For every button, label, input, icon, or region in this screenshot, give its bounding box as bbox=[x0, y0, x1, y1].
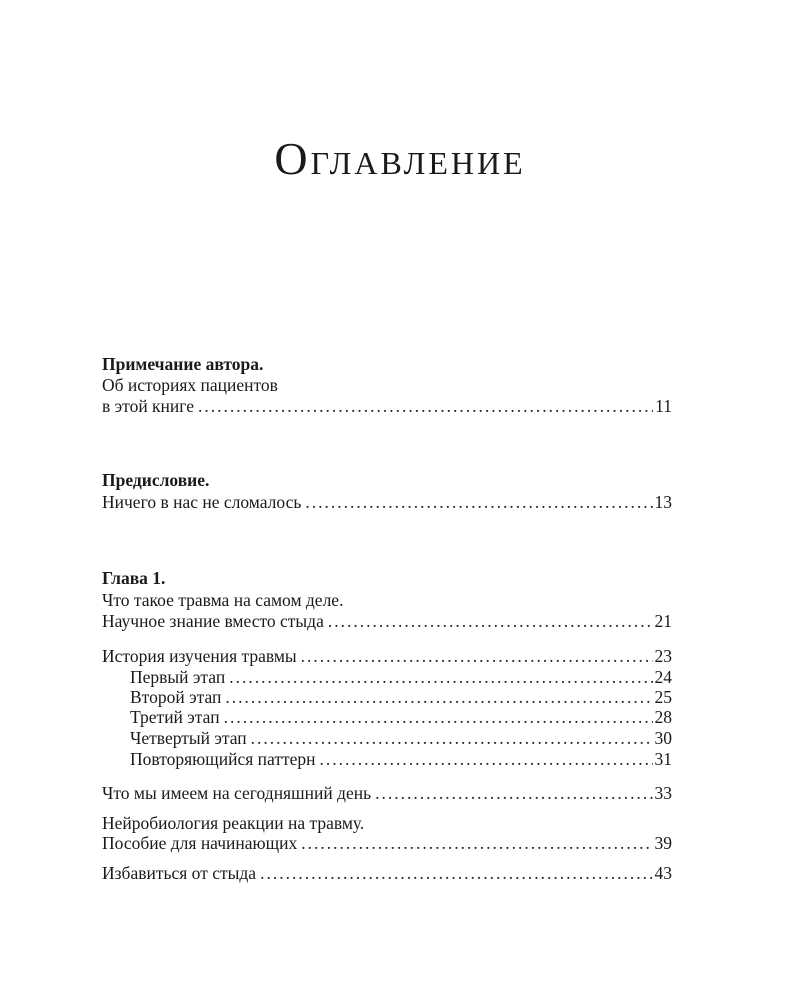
toc-entry-preface[interactable] bbox=[102, 492, 672, 513]
toc-entry-title: Что мы имеем на сегодняшний день bbox=[102, 783, 372, 803]
toc-entry[interactable] bbox=[102, 783, 672, 804]
toc-entry-page: 24 bbox=[654, 667, 672, 687]
toc-entry-page: 28 bbox=[654, 707, 672, 727]
toc-entry-title: Повторяющийся паттерн bbox=[130, 749, 316, 769]
toc-entry-page: 30 bbox=[654, 728, 672, 748]
section-heading-preface: Предисловие. bbox=[102, 470, 210, 490]
section-heading-chapter-1: Глава 1. bbox=[102, 568, 166, 588]
toc-entry-page: 21 bbox=[654, 611, 672, 631]
dot-leader bbox=[260, 863, 652, 884]
dot-leader bbox=[328, 611, 653, 632]
toc-line-author-note: Об историях пациентов bbox=[102, 375, 278, 395]
toc-entry-page: 31 bbox=[654, 749, 672, 769]
toc-entry-title: Научное знание вместо стыда bbox=[102, 611, 324, 631]
toc-entry-page: 33 bbox=[654, 783, 672, 803]
dot-leader bbox=[225, 687, 652, 708]
toc-entry-title: Избавиться от стыда bbox=[102, 863, 257, 883]
toc-entry-page: 43 bbox=[654, 863, 672, 883]
toc-entry-title: Ничего в нас не сломалось bbox=[102, 492, 302, 512]
dot-leader bbox=[305, 492, 652, 513]
dot-leader bbox=[301, 646, 653, 667]
toc-entry[interactable] bbox=[102, 833, 672, 854]
toc-entry-page: 13 bbox=[654, 492, 672, 512]
dot-leader bbox=[301, 833, 652, 854]
toc-subentry[interactable] bbox=[130, 667, 672, 688]
toc-entry[interactable] bbox=[102, 611, 672, 632]
toc-entry[interactable] bbox=[102, 646, 672, 667]
toc-subentry[interactable] bbox=[130, 749, 672, 770]
dot-leader bbox=[224, 707, 653, 728]
section-heading-author-note: Примечание автора. bbox=[102, 354, 264, 374]
toc-entry-title: Второй этап bbox=[130, 687, 222, 707]
dot-leader bbox=[375, 783, 652, 804]
toc-line-chapter-1: Что такое травма на самом деле. bbox=[102, 590, 344, 610]
toc-entry[interactable] bbox=[102, 863, 672, 884]
page-title: Оглавление bbox=[274, 133, 526, 184]
toc-entry-title: в этой книге bbox=[102, 396, 195, 416]
toc-entry-page: 11 bbox=[655, 396, 672, 416]
toc-subentry[interactable] bbox=[130, 728, 672, 749]
dot-leader bbox=[198, 396, 653, 417]
dot-leader bbox=[229, 667, 652, 688]
toc-entry-title: История изучения травмы bbox=[102, 646, 297, 666]
toc-entry-page: 39 bbox=[654, 833, 672, 853]
toc-entry-title: Четвертый этап bbox=[130, 728, 247, 748]
toc-line-neurobiology: Нейробиология реакции на травму. bbox=[102, 813, 365, 833]
toc-entry-title: Пособие для начинающих bbox=[102, 833, 298, 853]
toc-entry-title: Первый этап bbox=[130, 667, 226, 687]
toc-entry-title: Третий этап bbox=[130, 707, 220, 727]
dot-leader bbox=[251, 728, 653, 749]
toc-entry-page: 23 bbox=[654, 646, 672, 666]
toc-entry-author-note[interactable] bbox=[102, 396, 672, 417]
toc-subentry[interactable] bbox=[130, 707, 672, 728]
toc-entry-page: 25 bbox=[654, 687, 672, 707]
dot-leader bbox=[320, 749, 653, 770]
toc-subentry[interactable] bbox=[130, 687, 672, 708]
